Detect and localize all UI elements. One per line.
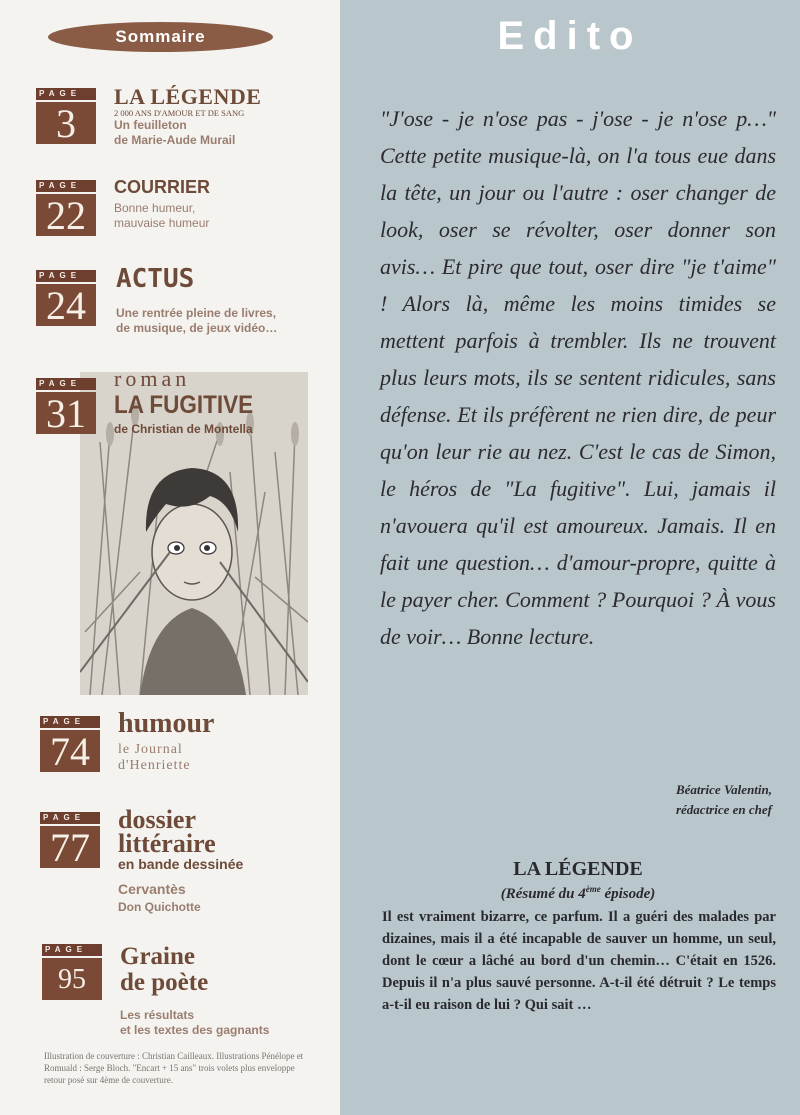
item-desc-humour: le Journal d'Henriette [118,742,191,773]
item-extra-cervantes: Cervantès Don Quichotte [118,881,201,914]
item-title-humour: humour [118,708,215,739]
page-badge-3: PAGE 3 [36,88,96,144]
page-badge-31: PAGE 31 [36,378,96,434]
item-title-actus: ACTUS [116,264,195,294]
item-desc-fugitive: de Christian de Montella [114,422,253,436]
item-title-legende: LA LÉGENDE [114,84,262,109]
item-title-courrier: COURRIER [114,177,211,197]
item-kicker-roman: roman [114,366,191,391]
legende-title: LA LÉGENDE [513,858,643,880]
edito-header: Edito [497,14,643,58]
legende-subtitle: (Résumé du 4ème épisode) [500,884,656,902]
item-desc-courrier: Bonne humeur, mauvaise humeur [114,201,210,230]
item-desc-legende: Un feuilleton de Marie-Aude Murail [114,118,236,147]
sommaire-header: Sommaire [48,22,273,52]
item-title-fugitive: LA FUGITIVE [114,391,254,419]
page-badge-24: PAGE 24 [36,270,96,326]
item-desc-actus: Une rentrée pleine de livres, de musique, de jeux vidéo… [116,306,278,335]
page-badge-74: PAGE 74 [40,716,100,772]
page-badge-22: PAGE 22 [36,180,96,236]
item-title-dossier: dossier littéraire [118,805,216,858]
page-badge-77: PAGE 77 [40,812,100,868]
edito-signature: Béatrice Valentin, rédactrice en chef [675,782,772,817]
girl-in-reeds-image [80,372,308,695]
item-desc-graine: Les résultats et les textes des gagnants [120,1008,270,1037]
item-desc-dossier: en bande dessinée [118,856,244,872]
item-tagline-legende: 2 000 ANS D'AMOUR ET DE SANG [114,108,245,118]
cover-credits: Illustration de couverture : Christian Cailleaux. Illustrations Pénélope et Romuald : Serge Bloch. "Encart + 15 ans" trois volets plus enveloppe retour posé sur 4ème de couverture. [44,1051,304,1085]
roman-illustration [80,372,308,695]
edito-body: "J'ose - je n'ose pas - j'ose - je n'ose p…" Cette petite musique-là, on l'a tous eue dans la tête, un jour ou l'autre : oser changer de look, oser se révolter, oser donner son avis… Et pire que tout, oser dire "je t'aime" ! Alors là, même les moins timides se mettent parfois à trembler. Ils ne trouvent plus leurs mots, ils se sentent ridicules, sans défense. Et ils préfèrent ne rien dire, de peur qu'on leur rie au nez. C'est le cas de Simon, le héros de "La fugitive". Lui, jamais il n'avouera qu'il est amoureux. Jamais. Il en fait une question… d'amour-propre, quitte à le payer cher. Comment ? Pourquoi ? À vous de voir… Bonne lecture. [380,106,776,649]
item-title-graine: Graine de poète [120,943,209,996]
legende-summary: Il est vraiment bizarre, ce parfum. Il a guéri des malades par dizaines, mais il a été incapable de sauver un homme, un seul, dont le cœur a lâché au bord d'un chemin… C'était en 1526. Depuis il n'a plus sauvé personne. A-t-il été détruit ? Le temps a-t-il eu raison de lui ? Qui sait … [382,909,776,1013]
page-badge-95: PAGE 95 [42,944,102,1000]
